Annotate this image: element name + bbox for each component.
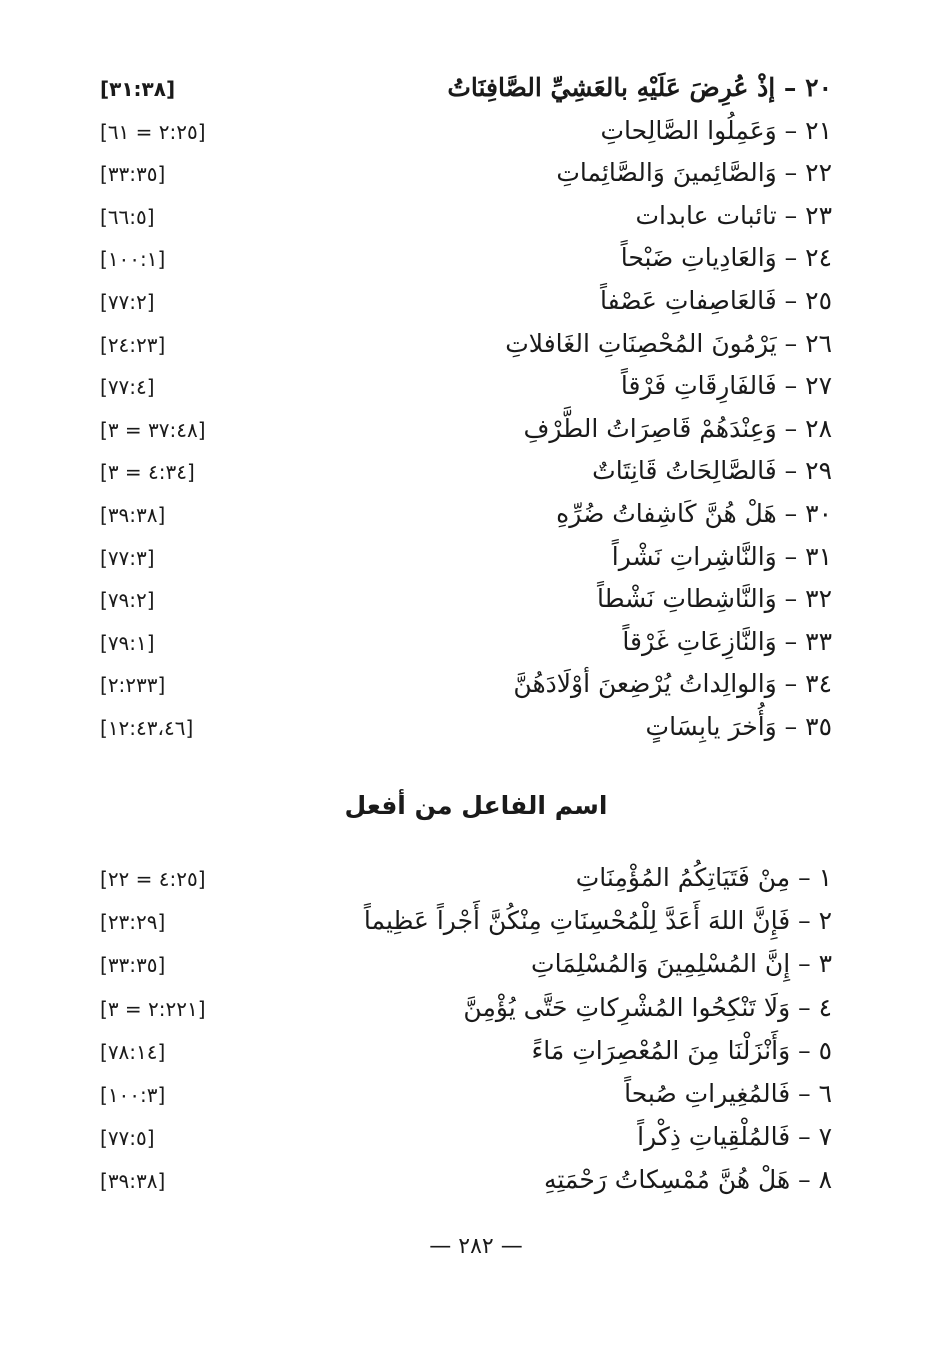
verse-text: وَعِنْدَهُمْ قَاصِرَاتُ الطَّرْفِ [523, 413, 777, 443]
verse-text: وَالنَّازِعَاتِ غَرْقاً [622, 626, 777, 656]
verse-line [646, 709, 832, 745]
verse-text: وَعَمِلُوا الصَّالِحاتِ [600, 115, 777, 145]
verse-text: وَالنَّاشِطاتِ نَشْطاً [596, 584, 777, 614]
verse-reference: [٧٨:١٤] [100, 1039, 166, 1064]
verse-text: فَالمُغِيراتِ صُبحاً [624, 1079, 791, 1108]
verse-text: وَأُخرَ يابِسَاتٍ [645, 712, 777, 741]
entry-dash: – [776, 499, 806, 528]
entry-number: ٤ [818, 992, 832, 1022]
verse-text: فَالصَّالِحَاتُ قَانِتَاتٌ [592, 456, 777, 486]
entry-number: ٣١ [805, 541, 832, 571]
verse-line [621, 240, 832, 276]
verse-line [621, 368, 832, 404]
verse-reference: [٦٦:٥] [100, 204, 155, 229]
verse-reference: [٣٣:٣٥] [100, 162, 166, 187]
entry-dash: – [776, 626, 806, 656]
entry-dash: – [790, 863, 819, 892]
entry-number: ٢٥ [805, 286, 832, 315]
verse-text: وَالوالِداتُ يُرْضِعنَ أوْلَادَهُنَّ [513, 669, 777, 699]
verse-entry [100, 666, 832, 706]
verse-entry [100, 624, 832, 664]
verse-text: وَلَا تَنْكِحُوا المُشْرِكاتِ حَتَّى يُؤْمِنَّ [463, 992, 791, 1022]
verse-reference: [١٢:٤٣،٤٦] [100, 716, 194, 740]
verse-reference: [٢:٢٣٣] [100, 673, 166, 698]
verse-line [524, 411, 833, 447]
verse-line [612, 539, 832, 575]
verse-line [624, 1076, 832, 1112]
entry-number: ٢٢ [805, 158, 832, 188]
verse-line [513, 666, 832, 702]
verse-entry [100, 946, 832, 986]
verse-reference: [٤:٣٤ = ٣] [100, 460, 195, 485]
entry-number: ٨ [818, 1165, 832, 1195]
verse-reference: [٣٩:٣٨] [100, 503, 166, 527]
entry-dash: – [790, 992, 819, 1022]
entry-number: ٣٥ [805, 712, 832, 741]
verse-line [532, 1033, 832, 1069]
verse-reference: [٢:٢٢١ = ٣] [100, 996, 206, 1021]
verse-line [531, 946, 832, 982]
verse-line [463, 990, 832, 1026]
verse-line [505, 326, 832, 362]
entry-number: ٣ [818, 949, 832, 979]
verse-entry [100, 1119, 832, 1159]
verse-line [622, 624, 832, 660]
entry-dash: – [776, 243, 806, 273]
verse-line [556, 155, 832, 191]
entry-number: ٦ [818, 1079, 832, 1108]
verse-text: فَالعَاصِفاتِ عَصْفاً [600, 286, 777, 315]
entry-number: ٢٨ [805, 413, 832, 443]
entry-dash: – [776, 669, 806, 699]
verse-line [637, 1119, 832, 1155]
entry-dash: – [776, 328, 806, 358]
verse-text: مِنْ فَتَيَاتِكُمُ المُؤْمِنَاتِ [575, 863, 791, 892]
verse-entry [100, 709, 832, 749]
verse-text: فَالمُلْقِياتِ ذِكْراً [637, 1122, 791, 1152]
verse-entry [100, 539, 832, 579]
verse-text: وَالصَّائِمينَ وَالصَّائِماتِ [556, 158, 777, 188]
verse-text: هَلْ هُنَّ مُمْسِكاتُ رَحْمَتِهِ [543, 1165, 791, 1195]
verse-entry [100, 155, 832, 195]
verse-text: فَإِنَّ اللهَ أَعَدَّ لِلْمُحْسِنَاتِ مِنْكُنَّ أَجْراً عَظِيماً [363, 906, 791, 936]
entry-dash: – [776, 286, 806, 315]
entry-number: ٣٢ [805, 584, 832, 614]
verse-text: وَالعَادِياتِ ضَبْحاً [620, 243, 777, 273]
verse-entry [100, 368, 832, 408]
verse-entry [100, 1076, 832, 1116]
verse-line [364, 903, 832, 939]
verse-entry [100, 411, 832, 451]
entry-number: ٢٦ [805, 328, 832, 358]
verse-reference: [٧٧:٥] [100, 1126, 155, 1151]
verse-reference: [٣١:٣٨] [100, 77, 176, 101]
verse-entry [100, 198, 832, 238]
verse-line [635, 198, 832, 234]
verse-entry [100, 240, 832, 280]
entry-dash: – [790, 1035, 819, 1065]
verse-reference: [٧٩:١] [100, 630, 155, 655]
verse-line [600, 113, 832, 149]
entry-dash: – [790, 906, 819, 936]
verse-reference: [٤:٢٥ = ٢٢] [100, 867, 206, 891]
entry-dash: – [776, 456, 806, 486]
verse-line [592, 453, 832, 489]
entry-dash: – [790, 1122, 819, 1152]
section-heading: اسم الفاعل من أفعل [344, 791, 608, 820]
entry-number: ١ [818, 863, 832, 892]
verse-line [600, 283, 832, 319]
verse-text: وَالنَّاشِراتِ نَشْراً [611, 541, 777, 571]
verse-entry [100, 283, 832, 323]
entry-dash: – [790, 949, 819, 979]
verse-reference: [٧٩:٢] [100, 588, 155, 613]
entry-dash: – [790, 1079, 819, 1108]
entry-dash: – [776, 584, 806, 614]
verse-entry [100, 496, 832, 536]
verse-text: إذْ عُرِضَ عَلَيْهِ بالعَشِيِّ الصَّافِنَاتُ [447, 73, 776, 102]
verse-reference: [٧٧:٢] [100, 290, 155, 314]
verse-line [576, 860, 832, 896]
verse-line [447, 70, 832, 106]
page-number: — ٢٨٢ — [429, 1234, 523, 1259]
entry-dash: – [776, 541, 806, 571]
verse-reference: [١٠٠:٣] [100, 1083, 166, 1107]
verse-entry [100, 860, 832, 900]
verse-text: إِنَّ المُسْلِمِينَ وَالمُسْلِمَاتِ [531, 949, 791, 979]
verse-reference: [٣٧:٤٨ = ٣] [100, 417, 206, 442]
entry-number: ٢٤ [805, 243, 832, 273]
entry-dash: – [776, 115, 806, 145]
verse-reference: [١٠٠:١] [100, 247, 166, 272]
entry-number: ٢ [818, 906, 832, 936]
verse-reference: [٣٩:٣٨] [100, 1169, 166, 1194]
verse-text: وَأَنْزَلْنَا مِنَ المُعْصِرَاتِ مَاءً [531, 1035, 791, 1065]
verse-reference: [٧٧:٣] [100, 545, 155, 570]
entry-number: ٣٤ [805, 669, 832, 699]
verse-entry [100, 581, 832, 621]
entry-number: ٢٧ [805, 371, 832, 401]
verse-entry [100, 903, 832, 943]
entry-number: ٢١ [805, 115, 832, 145]
entry-dash: – [775, 73, 806, 102]
verse-text: هَلْ هُنَّ كَاشِفاتُ ضُرِّهِ [556, 499, 777, 528]
verse-entry [100, 113, 832, 153]
verse-entry [100, 1033, 832, 1073]
entry-number: ٣٣ [805, 626, 832, 656]
verse-line [597, 581, 832, 617]
entry-number: ٢٠ [805, 73, 832, 102]
verse-reference: [٢٤:٢٣] [100, 332, 166, 357]
verse-reference: [٧٧:٤] [100, 375, 155, 400]
verse-text: يَرْمُونَ المُحْصِنَاتِ الغَافلاتِ [505, 328, 777, 358]
verse-line [544, 1162, 832, 1198]
verse-line [556, 496, 832, 532]
entry-number: ٢٣ [805, 200, 832, 230]
verse-entry [100, 326, 832, 366]
verse-entry [100, 1162, 832, 1202]
entry-dash: – [790, 1165, 819, 1195]
entry-dash: – [776, 712, 806, 741]
verse-entry [100, 453, 832, 493]
entry-number: ٢٩ [805, 456, 832, 486]
entry-dash: – [776, 200, 806, 230]
verse-reference: [٢:٢٥ = ٦١] [100, 119, 206, 144]
verse-text: فَالفَارِقَاتِ فَرْقاً [620, 371, 777, 401]
entry-number: ٣٠ [805, 499, 832, 528]
verse-entry [100, 990, 832, 1030]
entry-dash: – [776, 413, 806, 443]
entry-number: ٥ [818, 1035, 832, 1065]
entry-number: ٧ [818, 1122, 832, 1152]
verse-entry [100, 70, 832, 110]
verse-text: تائبات عابدات [635, 200, 777, 230]
entry-dash: – [776, 371, 806, 401]
verse-reference: [٣٣:٣٥] [100, 953, 166, 978]
verse-reference: [٢٣:٢٩] [100, 910, 166, 935]
entry-dash: – [776, 158, 806, 188]
